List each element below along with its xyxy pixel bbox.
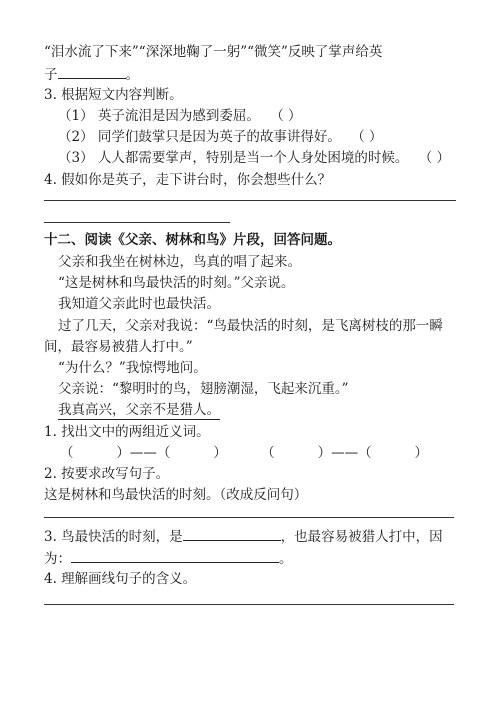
s12-q3-prefix: 3. 鸟最快活的时刻，是 <box>44 529 183 545</box>
passage-line-2: “这是树林和鸟最快活的时刻。”父亲说。 <box>58 275 295 291</box>
underlined-sentence-text: 我真高兴，父亲不是猎人。 <box>58 402 220 418</box>
q3-item-2-answer-paren[interactable]: （ ） <box>351 129 383 145</box>
passage-line-7: 父亲说：“黎明时的鸟，翅膀潮湿，飞起来沉重。” <box>58 381 349 397</box>
passage-line-3: 我知道父亲此时也最快活。 <box>58 296 220 312</box>
question-continuation-prefix: 子 <box>44 67 58 83</box>
s12-q3-blank-2[interactable] <box>71 548 279 563</box>
s12-q2-title: 2. 按要求改写句子。 <box>44 466 170 482</box>
q3-item-2 <box>58 127 382 147</box>
s12-q3-blank-1[interactable] <box>183 526 281 541</box>
q3-item-3-text: （3） 人人都需要掌声，特别是当一个人身处困境的时候。 <box>58 150 409 166</box>
question-continuation-suffix: 。 <box>125 67 139 83</box>
s12-q2-answer-line[interactable] <box>44 517 454 518</box>
passage-line-4: 过了几天，父亲对我说：“鸟最快活的时刻，是飞离树枝的那一瞬 <box>58 318 443 334</box>
s12-q3-line2-suffix: 。 <box>279 551 293 567</box>
s12-q1-synonym-pairs[interactable]: （ ）——（ ） （ ）——（ ） <box>60 445 428 461</box>
answer-blank[interactable] <box>58 64 126 79</box>
passage-line-5: 间，最容易被猎人打中。” <box>44 339 193 355</box>
passage-underlined-sentence <box>58 400 220 420</box>
passage-line-1: 父亲和我坐在树林边，鸟真的唱了起来。 <box>58 254 301 270</box>
s12-q3-line1 <box>44 526 443 547</box>
s12-q3-middle: ，也最容易被猎人打中，因 <box>280 529 443 545</box>
s12-q1-title: 1. 找出文中的两组近义词。 <box>44 424 210 440</box>
q4-answer-line-1[interactable] <box>44 200 456 201</box>
s12-q2-prompt: 这是树林和鸟最快活的时刻。（改成反问句） <box>44 487 308 503</box>
question-continuation-line2 <box>44 64 139 85</box>
s12-q4-title: 4. 理解画线句子的含义。 <box>44 571 197 587</box>
q3-title: 3. 根据短文内容判断。 <box>44 87 183 103</box>
q3-item-1-answer-paren[interactable]: （ ） <box>270 108 302 124</box>
question-continuation-line1: “泪水流了下来”“深深地鞠了一躬”“微笑”反映了掌声给英 <box>44 44 383 60</box>
q4-answer-line-2[interactable] <box>44 222 230 223</box>
section-12-heading: 十二、阅读《父亲、树林和鸟》片段，回答问题。 <box>44 232 341 248</box>
passage-line-6: “为什么？”我惊愕地问。 <box>58 360 207 376</box>
q3-item-1 <box>58 106 301 126</box>
q3-item-3 <box>58 148 450 168</box>
s12-q3-line2 <box>44 548 293 569</box>
q4-title: 4. 假如你是英子，走下讲台时，你会想些什么？ <box>44 172 332 188</box>
s12-q4-answer-line[interactable] <box>44 604 454 605</box>
q3-item-1-text: （1） 英子流泪是因为感到委屈。 <box>58 108 260 124</box>
q3-item-2-text: （2） 同学们鼓掌只是因为英子的故事讲得好。 <box>58 129 341 145</box>
s12-q3-line2-prefix: 为： <box>44 551 71 567</box>
q3-item-3-answer-paren[interactable]: （ ） <box>418 150 450 166</box>
